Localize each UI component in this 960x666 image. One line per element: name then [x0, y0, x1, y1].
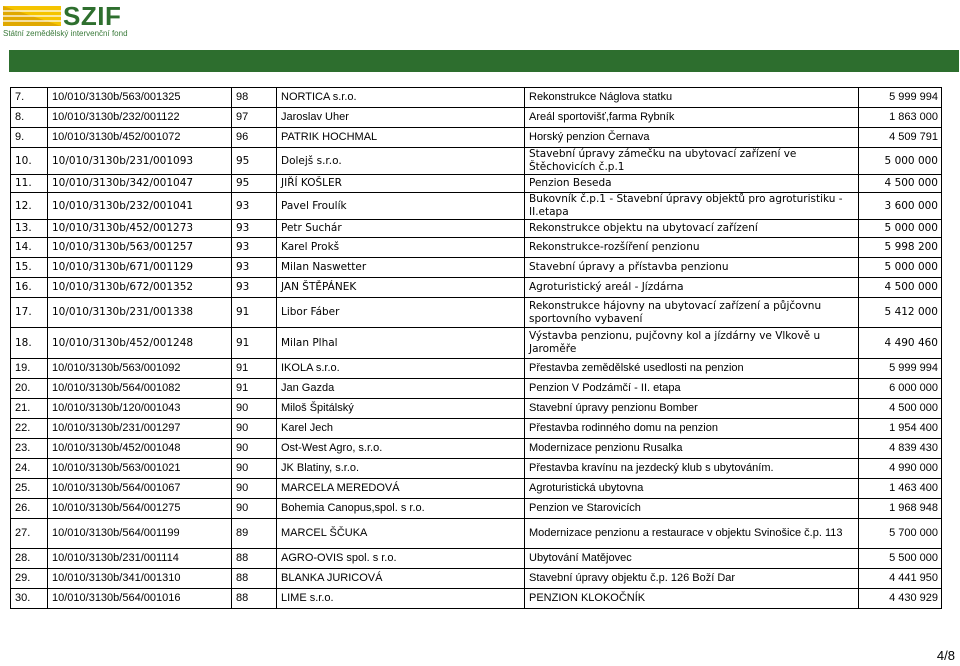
score: 90 — [232, 459, 277, 479]
amount: 5 500 000 — [859, 549, 942, 569]
project-name: Stavební úpravy objektu č.p. 126 Boží Dar — [525, 569, 859, 589]
row-number: 10. — [11, 148, 48, 175]
registration-number: 10/010/3130b/232/001041 — [48, 193, 232, 220]
score: 97 — [232, 108, 277, 128]
table-row — [11, 459, 942, 479]
project-name: Penzion Beseda — [525, 175, 859, 193]
score: 93 — [232, 220, 277, 238]
applicant-name: LIME s.r.o. — [277, 589, 525, 609]
registration-number: 10/010/3130b/231/001093 — [48, 148, 232, 175]
project-name: Modernizace penzionu a restaurace v objektu Svinošice č.p. 113 — [525, 519, 859, 549]
table-row — [11, 108, 942, 128]
applicant-name: AGRO-OVIS spol. s r.o. — [277, 549, 525, 569]
project-name: Přestavba rodinného domu na penzion — [525, 419, 859, 439]
applicant-name: Milan Naswetter — [277, 258, 525, 278]
table-row — [11, 298, 942, 328]
registration-number: 10/010/3130b/452/001072 — [48, 128, 232, 148]
registration-number: 10/010/3130b/671/001129 — [48, 258, 232, 278]
amount: 5 700 000 — [859, 519, 942, 549]
registration-number: 10/010/3130b/564/001082 — [48, 379, 232, 399]
table-row — [11, 220, 942, 238]
registration-number: 10/010/3130b/231/001114 — [48, 549, 232, 569]
row-number: 15. — [11, 258, 48, 278]
table-row — [11, 519, 942, 549]
applicant-name: JIŘÍ KOŠLER — [277, 175, 525, 193]
registration-number: 10/010/3130b/563/001021 — [48, 459, 232, 479]
project-name: Stavební úpravy zámečku na ubytovací zařízení ve Štěchovicích č.p.1 — [525, 148, 859, 175]
amount: 1 863 000 — [859, 108, 942, 128]
registration-number: 10/010/3130b/672/001352 — [48, 278, 232, 298]
project-name: Přestavba zemědělské usedlosti na penzion — [525, 359, 859, 379]
applicant-name: PATRIK HOCHMAL — [277, 128, 525, 148]
project-name: Rekonstrukce objektu na ubytovací zařízení — [525, 220, 859, 238]
registration-number: 10/010/3130b/231/001338 — [48, 298, 232, 328]
score: 89 — [232, 519, 277, 549]
applicant-name: MARCEL ŠČUKA — [277, 519, 525, 549]
table-row — [11, 359, 942, 379]
table-body — [11, 88, 942, 609]
registration-number: 10/010/3130b/563/001257 — [48, 238, 232, 258]
amount: 3 600 000 — [859, 193, 942, 220]
row-number: 13. — [11, 220, 48, 238]
row-number: 18. — [11, 328, 48, 359]
registration-number: 10/010/3130b/452/001048 — [48, 439, 232, 459]
amount: 5 000 000 — [859, 148, 942, 175]
applicant-name: Jaroslav Uher — [277, 108, 525, 128]
row-number: 26. — [11, 499, 48, 519]
table-row — [11, 148, 942, 175]
row-number: 12. — [11, 193, 48, 220]
score: 91 — [232, 298, 277, 328]
row-number: 11. — [11, 175, 48, 193]
project-name: Stavební úpravy penzionu Bomber — [525, 399, 859, 419]
applicant-name: JAN ŠTĚPÁNEK — [277, 278, 525, 298]
table-row — [11, 278, 942, 298]
table-row — [11, 258, 942, 278]
project-name: Modernizace penzionu Rusalka — [525, 439, 859, 459]
registration-number: 10/010/3130b/342/001047 — [48, 175, 232, 193]
table-row — [11, 439, 942, 459]
project-name: Přestavba kravínu na jezdecký klub s ubytováním. — [525, 459, 859, 479]
row-number: 20. — [11, 379, 48, 399]
row-number: 9. — [11, 128, 48, 148]
applicant-name: JK Blatiny, s.r.o. — [277, 459, 525, 479]
row-number: 23. — [11, 439, 48, 459]
registration-number: 10/010/3130b/120/001043 — [48, 399, 232, 419]
applicant-name: Karel Prokš — [277, 238, 525, 258]
table-row — [11, 193, 942, 220]
amount: 1 968 948 — [859, 499, 942, 519]
score: 90 — [232, 499, 277, 519]
applicant-name: Dolejš s.r.o. — [277, 148, 525, 175]
project-name: Rekonstrukce-rozšíření penzionu — [525, 238, 859, 258]
score: 91 — [232, 359, 277, 379]
applicant-name: Libor Fáber — [277, 298, 525, 328]
amount: 4 839 430 — [859, 439, 942, 459]
table-row — [11, 88, 942, 108]
project-name: PENZION KLOKOČNÍK — [525, 589, 859, 609]
amount: 1 954 400 — [859, 419, 942, 439]
table-row — [11, 569, 942, 589]
row-number: 30. — [11, 589, 48, 609]
score: 95 — [232, 148, 277, 175]
score: 88 — [232, 589, 277, 609]
project-name: Horský penzion Černava — [525, 128, 859, 148]
project-name: Výstavba penzionu, pujčovny kol a jízdárny ve Vlkově u Jaroměře — [525, 328, 859, 359]
row-number: 27. — [11, 519, 48, 549]
table-row — [11, 128, 942, 148]
score: 90 — [232, 479, 277, 499]
row-number: 16. — [11, 278, 48, 298]
row-number: 28. — [11, 549, 48, 569]
project-name: Penzion V Podzámčí - II. etapa — [525, 379, 859, 399]
score: 98 — [232, 88, 277, 108]
applicant-name: Miloš Špitálský — [277, 399, 525, 419]
amount: 4 490 460 — [859, 328, 942, 359]
table-row — [11, 549, 942, 569]
row-number: 24. — [11, 459, 48, 479]
amount: 4 509 791 — [859, 128, 942, 148]
project-name: Rekonstrukce hájovny na ubytovací zařízení a půjčovnu sportovního vybavení — [525, 298, 859, 328]
score: 93 — [232, 193, 277, 220]
score: 93 — [232, 258, 277, 278]
project-name: Areál sportovišť,farma Rybník — [525, 108, 859, 128]
row-number: 17. — [11, 298, 48, 328]
table-row — [11, 175, 942, 193]
project-name: Agroturistický areál - Jízdárna — [525, 278, 859, 298]
amount: 4 990 000 — [859, 459, 942, 479]
applicant-name: Karel Jech — [277, 419, 525, 439]
table-row — [11, 499, 942, 519]
amount: 5 412 000 — [859, 298, 942, 328]
row-number: 7. — [11, 88, 48, 108]
score: 91 — [232, 379, 277, 399]
project-name: Bukovník č.p.1 - Stavební úpravy objektů pro agroturistiku - II.etapa — [525, 193, 859, 220]
score: 95 — [232, 175, 277, 193]
table-row — [11, 419, 942, 439]
amount: 5 998 200 — [859, 238, 942, 258]
score: 90 — [232, 439, 277, 459]
amount: 6 000 000 — [859, 379, 942, 399]
score: 93 — [232, 278, 277, 298]
applicant-name: Pavel Froulík — [277, 193, 525, 220]
score: 96 — [232, 128, 277, 148]
registration-number: 10/010/3130b/231/001297 — [48, 419, 232, 439]
project-name: Agroturistická ubytovna — [525, 479, 859, 499]
score: 91 — [232, 328, 277, 359]
applicant-name: Petr Suchár — [277, 220, 525, 238]
registration-number: 10/010/3130b/452/001248 — [48, 328, 232, 359]
row-number: 8. — [11, 108, 48, 128]
row-number: 25. — [11, 479, 48, 499]
score: 90 — [232, 399, 277, 419]
score: 90 — [232, 419, 277, 439]
registration-number: 10/010/3130b/564/001275 — [48, 499, 232, 519]
project-name: Rekonstrukce Náglova statku — [525, 88, 859, 108]
score: 88 — [232, 569, 277, 589]
header-bar — [9, 50, 959, 72]
applicant-name: Bohemia Canopus,spol. s r.o. — [277, 499, 525, 519]
table-row — [11, 589, 942, 609]
applicant-name: Jan Gazda — [277, 379, 525, 399]
table-row — [11, 328, 942, 359]
applicant-name: Milan Plhal — [277, 328, 525, 359]
amount: 4 441 950 — [859, 569, 942, 589]
table-row — [11, 479, 942, 499]
score: 88 — [232, 549, 277, 569]
project-name: Stavební úpravy a přístavba penzionu — [525, 258, 859, 278]
registration-number: 10/010/3130b/563/001325 — [48, 88, 232, 108]
page-number: 4/8 — [936, 648, 955, 663]
amount: 1 463 400 — [859, 479, 942, 499]
amount: 5 000 000 — [859, 258, 942, 278]
table-row — [11, 379, 942, 399]
table-row — [11, 238, 942, 258]
applicant-name: NORTICA s.r.o. — [277, 88, 525, 108]
score: 93 — [232, 238, 277, 258]
registration-number: 10/010/3130b/341/001310 — [48, 569, 232, 589]
registration-number: 10/010/3130b/564/001199 — [48, 519, 232, 549]
row-number: 14. — [11, 238, 48, 258]
row-number: 19. — [11, 359, 48, 379]
table-row — [11, 399, 942, 419]
amount: 5 999 994 — [859, 359, 942, 379]
amount: 4 500 000 — [859, 175, 942, 193]
applications-table — [10, 87, 942, 609]
amount: 4 430 929 — [859, 589, 942, 609]
row-number: 22. — [11, 419, 48, 439]
applicant-name: BLANKA JURICOVÁ — [277, 569, 525, 589]
applicant-name: MARCELA MEREDOVÁ — [277, 479, 525, 499]
amount: 4 500 000 — [859, 278, 942, 298]
row-number: 21. — [11, 399, 48, 419]
registration-number: 10/010/3130b/232/001122 — [48, 108, 232, 128]
project-name: Ubytování Matějovec — [525, 549, 859, 569]
amount: 5 999 994 — [859, 88, 942, 108]
logo-subtitle: Státní zemědělský intervenční fond — [3, 29, 128, 38]
registration-number: 10/010/3130b/564/001016 — [48, 589, 232, 609]
applicant-name: Ost-West Agro, s.r.o. — [277, 439, 525, 459]
registration-number: 10/010/3130b/452/001273 — [48, 220, 232, 238]
registration-number: 10/010/3130b/564/001067 — [48, 479, 232, 499]
row-number: 29. — [11, 569, 48, 589]
applicant-name: IKOLA s.r.o. — [277, 359, 525, 379]
logo-title: SZIF — [63, 1, 122, 31]
amount: 4 500 000 — [859, 399, 942, 419]
registration-number: 10/010/3130b/563/001092 — [48, 359, 232, 379]
project-name: Penzion ve Starovicích — [525, 499, 859, 519]
amount: 5 000 000 — [859, 220, 942, 238]
